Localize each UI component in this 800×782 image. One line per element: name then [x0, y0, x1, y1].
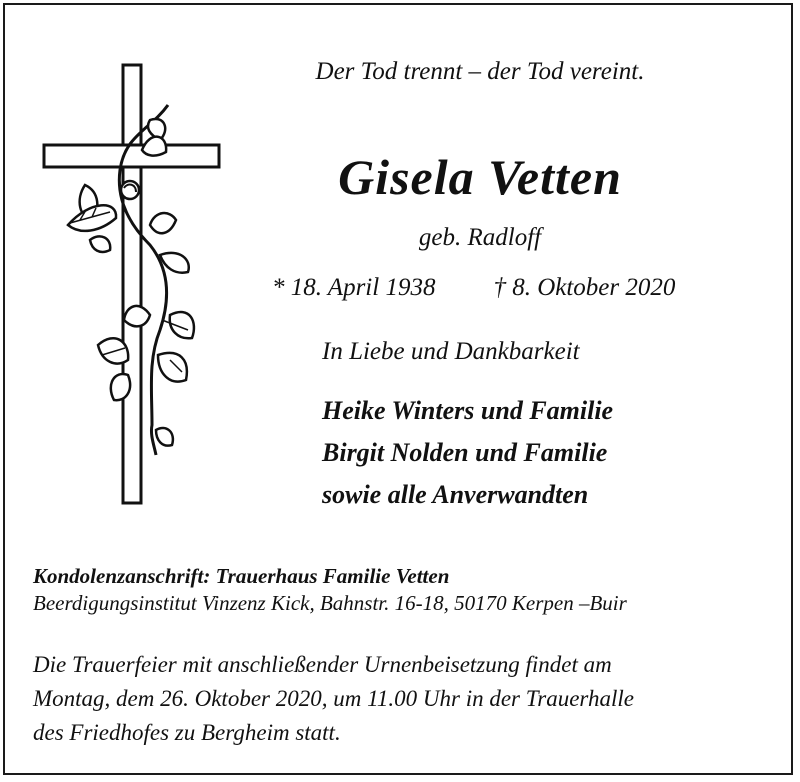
cross-with-roses-icon — [30, 60, 230, 510]
mourner-line: Heike Winters und Familie — [322, 396, 614, 425]
life-dates — [272, 274, 675, 302]
condolence-address: Beerdigungsinstitut Vinzenz Kick, Bahnstr. 16-18, 50170 Kerpen –Buir — [33, 591, 627, 615]
deceased-name: Gisela Vetten — [338, 149, 622, 205]
gratitude-line: In Liebe und Dankbarkeit — [322, 338, 580, 365]
birth-date: * 18. April 1938 — [272, 274, 436, 301]
birth-name: geb. Radloff — [418, 224, 542, 251]
mourner-line: Birgit Nolden und Familie — [322, 438, 608, 467]
motto: Der Tod trennt – der Tod vereint. — [315, 58, 645, 85]
mourner-line: sowie alle Anverwandten — [322, 480, 589, 509]
condolence-heading: Kondolenzanschrift: Trauerhaus Familie Vetten — [33, 564, 450, 588]
condolence-block — [33, 563, 627, 617]
service-line: Die Trauerfeier mit anschließender Urnenbeisetzung findet am — [33, 652, 612, 677]
service-line: Montag, dem 26. Oktober 2020, um 11.00 Uhr in der Trauerhalle — [33, 686, 634, 711]
mourners-list — [322, 390, 613, 516]
service-line: des Friedhofes zu Bergheim statt. — [33, 720, 341, 745]
service-info — [33, 648, 773, 750]
death-date: † 8. Oktober 2020 — [493, 274, 676, 301]
